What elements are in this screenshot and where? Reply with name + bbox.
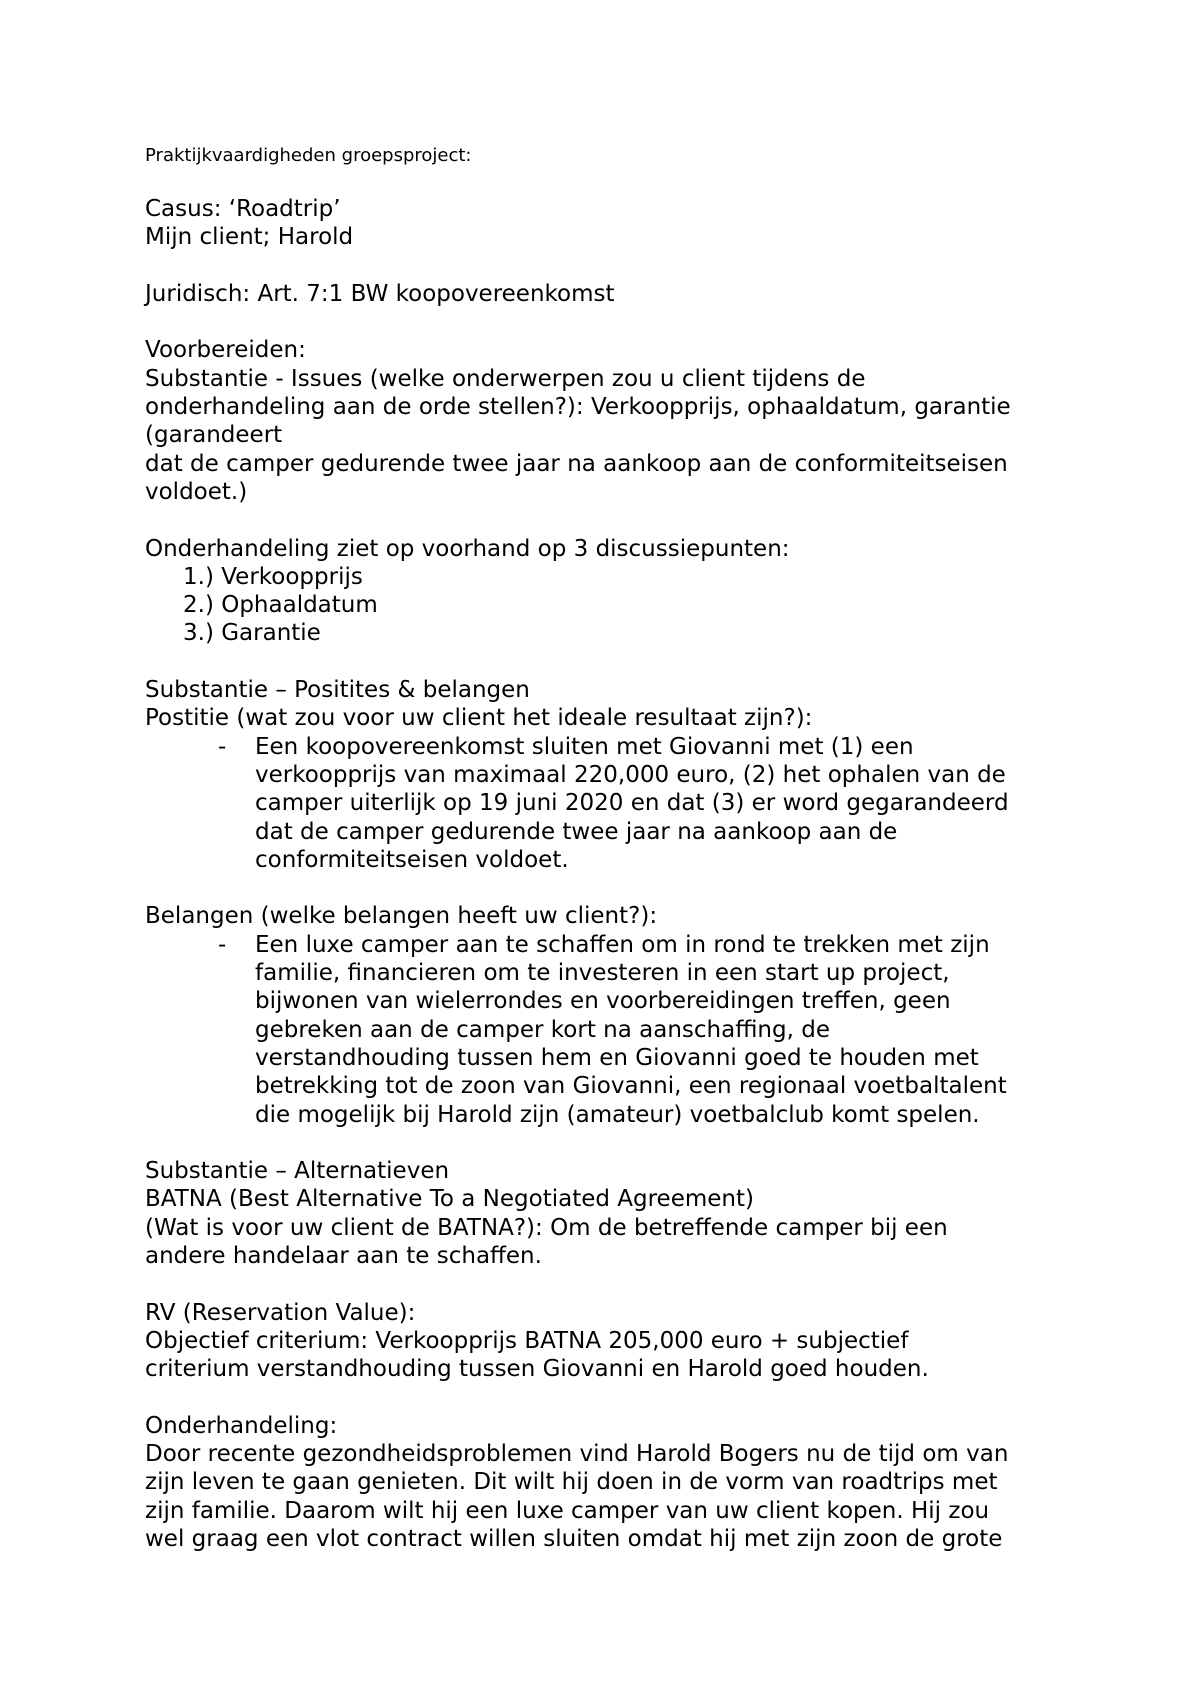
batna-paragraph: [145, 1185, 1105, 1270]
alternatieven-heading: Substantie – Alternatieven: [145, 1158, 450, 1185]
paragraph-line: zijn familie. Daarom wilt hij een luxe camper van uw client kopen. Hij zou: [145, 1497, 990, 1524]
positie-bullet: [145, 733, 1105, 874]
paragraph-line: conformiteitseisen voldoet.: [255, 846, 569, 873]
paragraph-line: dat de camper gedurende twee jaar na aankoop aan de: [255, 818, 898, 845]
rv-paragraph: [145, 1299, 1105, 1384]
paragraph-line: dat de camper gedurende twee jaar na aankoop aan de conformiteitseisen: [145, 450, 1008, 477]
bullet-marker: -: [218, 733, 227, 760]
paragraph-line: voldoet.): [145, 478, 248, 505]
paragraph-line: criterium verstandhouding tussen Giovanni en Harold goed houden.: [145, 1356, 929, 1383]
paragraph-line: RV (Reservation Value):: [145, 1299, 416, 1326]
client-line: Mijn client; Harold: [145, 224, 354, 251]
casus-line: Casus: ‘Roadtrip’: [145, 196, 341, 222]
paragraph-line: verstandhouding tussen hem en Giovanni goed te houden met: [255, 1044, 979, 1071]
voorbereiden-heading: Voorbereiden:: [145, 337, 306, 364]
paragraph-line: Door recente gezondheidsproblemen vind Harold Bogers nu de tijd om van: [145, 1441, 1009, 1468]
paragraph-line: verkoopprijs van maximaal 220,000 euro, (2) het ophalen van de: [255, 761, 1006, 788]
paragraph-line: andere handelaar aan te schaffen.: [145, 1242, 542, 1269]
paragraph-line: Substantie - Issues (welke onderwerpen zou u client tijdens de: [145, 365, 866, 392]
positie-question: Postitie (wat zou voor uw client het ideale resultaat zijn?):: [145, 705, 813, 732]
paragraph-line: onderhandeling aan de orde stellen?): Verkoopprijs, ophaaldatum, garantie: [145, 394, 1011, 421]
belangen-bullet: [145, 931, 1105, 1129]
paragraph-line: Een koopovereenkomst sluiten met Giovanni met (1) een: [255, 733, 914, 760]
paragraph-line: BATNA (Best Alternative To a Negotiated Agreement): [145, 1186, 754, 1213]
paragraph-line: bijwonen van wielerrondes en voorbereidingen treffen, geen: [255, 988, 951, 1015]
paragraph-line: zijn leven te gaan genieten. Dit wilt hij doen in de vorm van roadtrips met: [145, 1469, 998, 1496]
belangen-question: Belangen (welke belangen heeft uw client?):: [145, 903, 658, 930]
list-item: 1.) Verkoopprijs: [183, 563, 363, 590]
issues-paragraph: [145, 365, 1105, 506]
document-body: [145, 142, 1105, 1553]
paragraph-line: wel graag een vlot contract willen sluiten omdat hij met zijn zoon de grote: [145, 1525, 1003, 1552]
discussie-intro: Onderhandeling ziet op voorhand op 3 discussiepunten:: [145, 535, 790, 562]
juridisch-line: Juridisch: Art. 7:1 BW koopovereenkomst: [145, 280, 615, 307]
list-item: 2.) Ophaaldatum: [183, 592, 378, 619]
list-item: 3.) Garantie: [183, 620, 321, 647]
paragraph-line: die mogelijk bij Harold zijn (amateur) voetbalclub komt spelen.: [255, 1101, 980, 1128]
paragraph-line: camper uiterlijk op 19 juni 2020 en dat (3) er word gegarandeerd: [255, 790, 1009, 817]
document-heading: Praktijkvaardigheden groepsproject:: [145, 145, 472, 166]
paragraph-line: Een luxe camper aan te schaffen om in rond te trekken met zijn: [255, 931, 990, 958]
paragraph-line: (garandeert: [145, 422, 283, 449]
posities-heading: Substantie – Positites & belangen: [145, 677, 530, 704]
paragraph-line: gebreken aan de camper kort na aanschaffing, de: [255, 1016, 830, 1043]
onderhandeling-heading: Onderhandeling:: [145, 1412, 338, 1439]
discussie-list: [145, 563, 1105, 648]
bullet-marker: -: [218, 931, 227, 958]
paragraph-line: (Wat is voor uw client de BATNA?): Om de betreffende camper bij een: [145, 1214, 948, 1241]
paragraph-line: betrekking tot de zoon van Giovanni, een regionaal voetbaltalent: [255, 1073, 1007, 1100]
paragraph-line: Objectief criterium: Verkoopprijs BATNA 205,000 euro + subjectief: [145, 1327, 909, 1354]
paragraph-line: familie, financieren om te investeren in een start up project,: [255, 960, 950, 987]
onderhandeling-paragraph: [145, 1440, 1105, 1553]
